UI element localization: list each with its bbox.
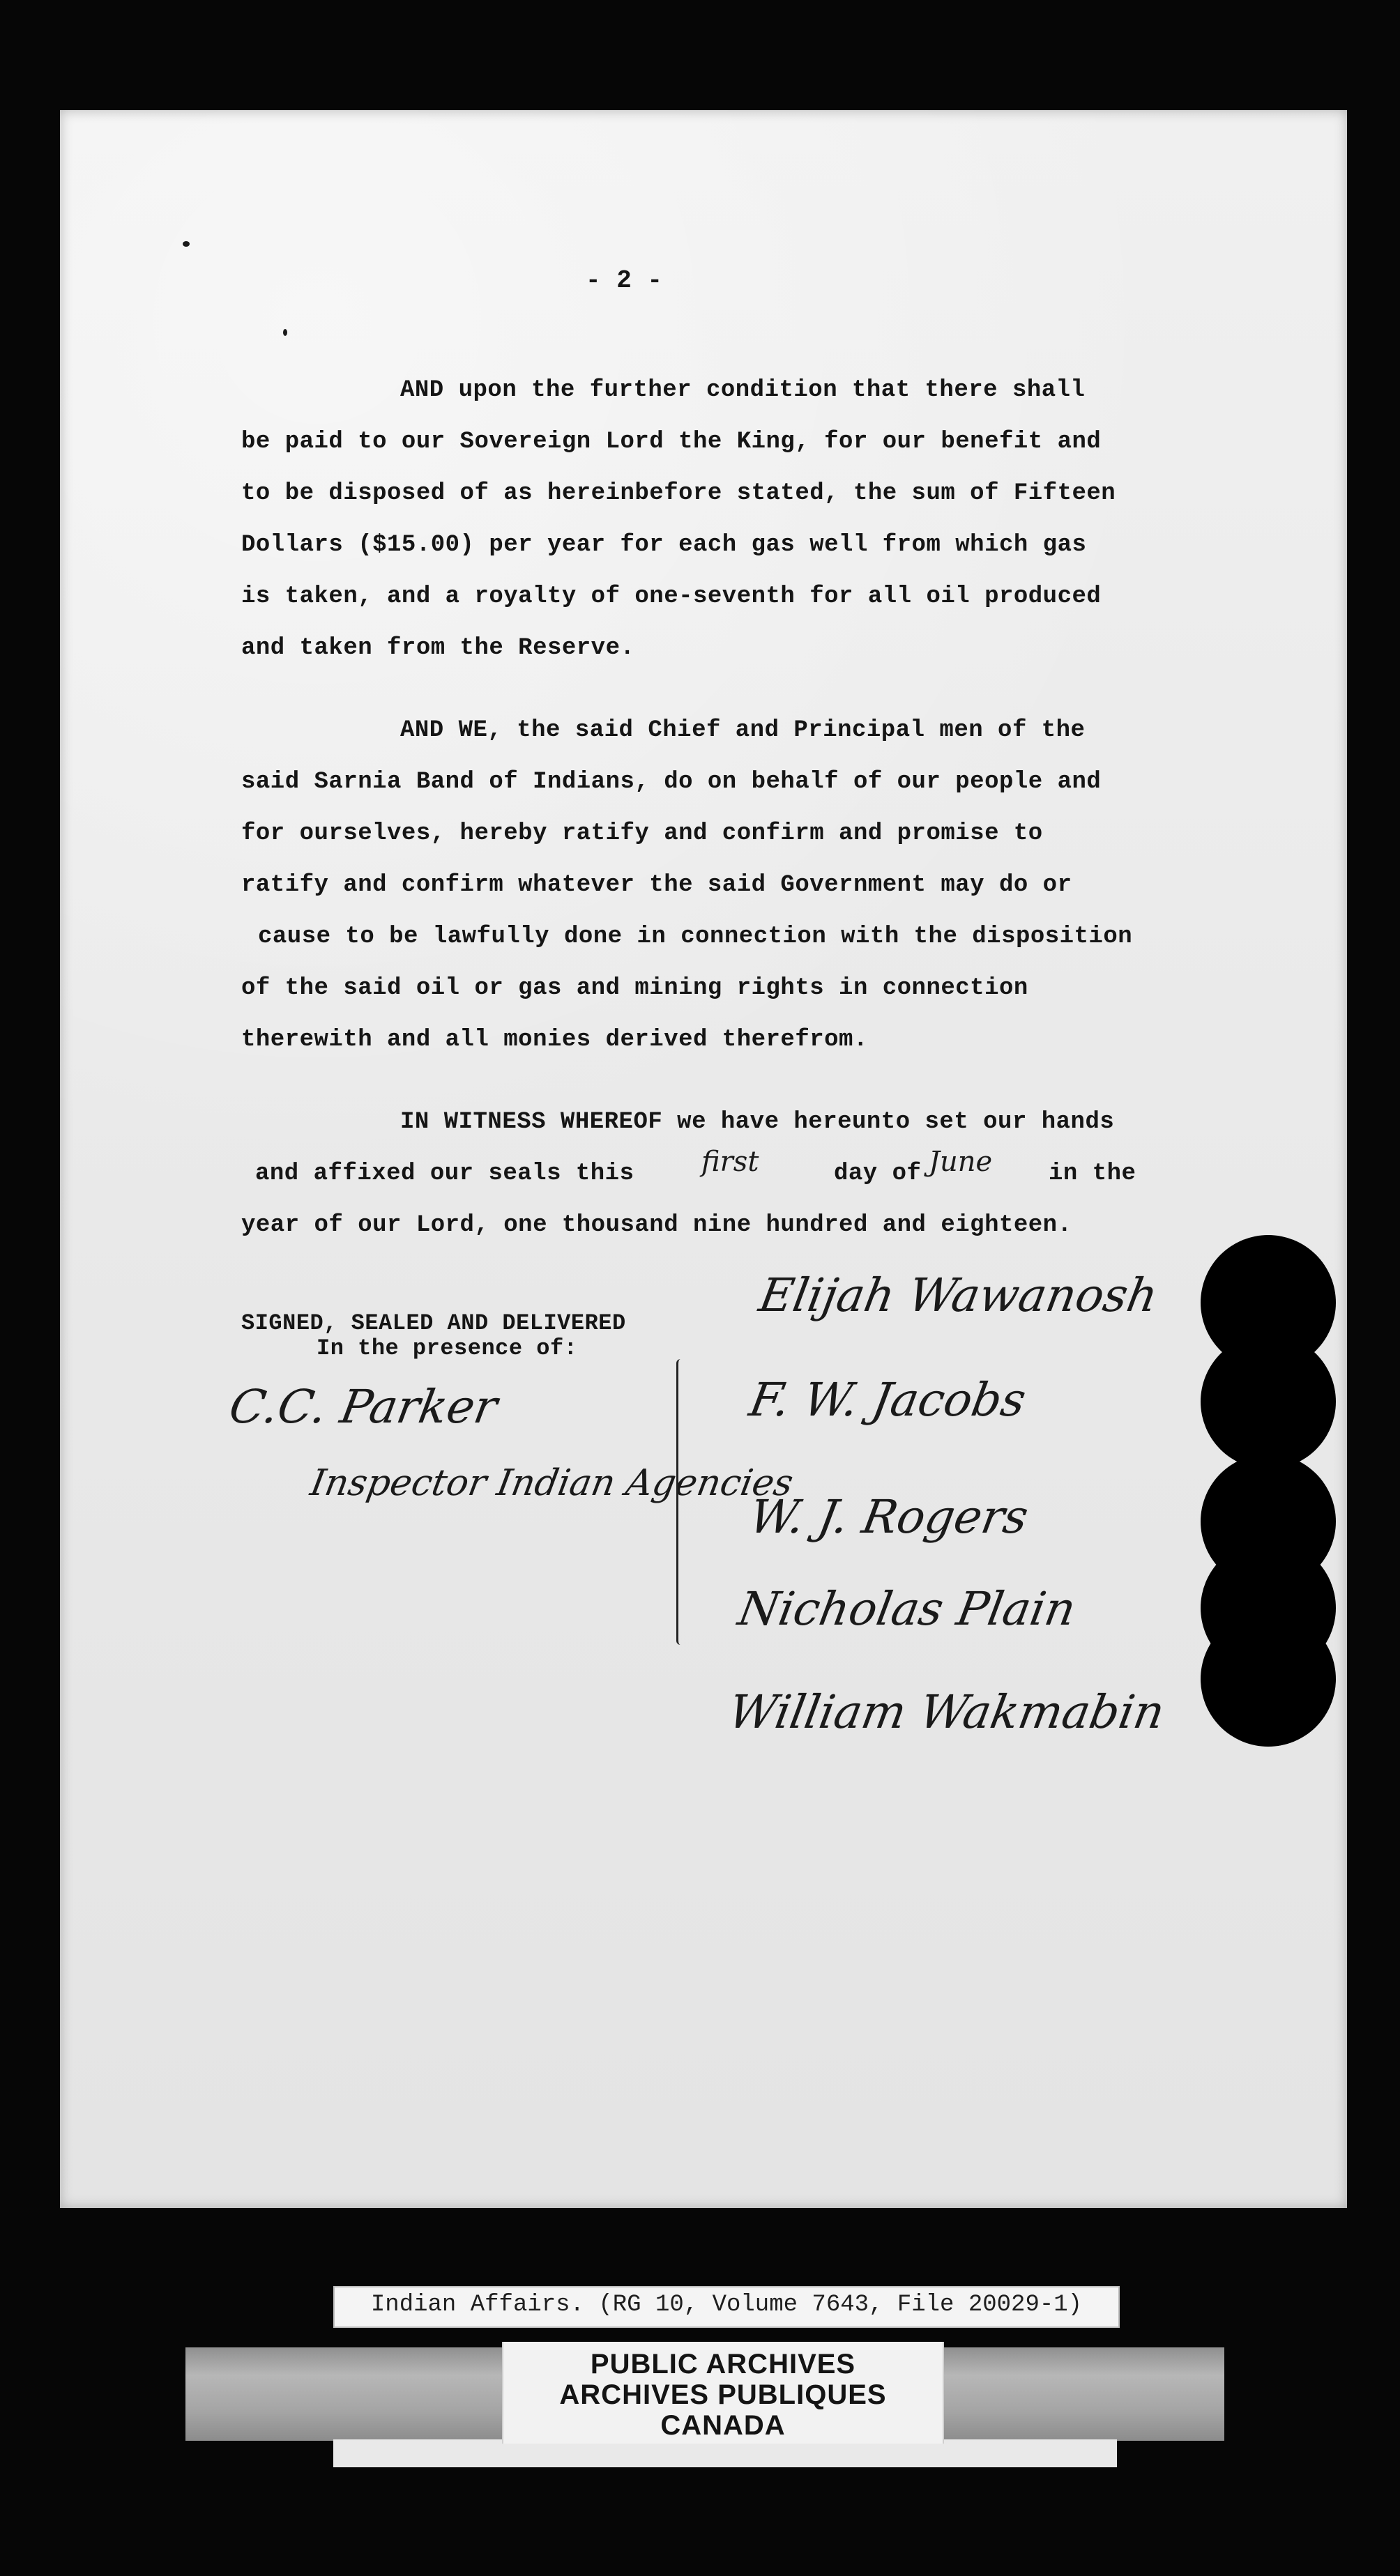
signatory-signature: William Wakmabin bbox=[724, 1685, 1169, 1739]
paragraph-line: is taken, and a royalty of one-seventh for all oil produced bbox=[241, 583, 1102, 610]
signatory-signature: Nicholas Plain bbox=[734, 1582, 1080, 1636]
paragraph-line: for ourselves, hereby ratify and confirm and promise to bbox=[241, 820, 1043, 847]
stamp-line-country: CANADA bbox=[660, 2410, 786, 2441]
archive-stamp bbox=[502, 2342, 944, 2444]
paragraph-line: Dollars ($15.00) per year for each gas well from which gas bbox=[241, 532, 1087, 558]
witness-signature: C.C. Parker bbox=[225, 1380, 501, 1434]
paragraph-line: cause to be lawfully done in connection with the disposition bbox=[258, 923, 1133, 950]
seal-circle bbox=[1201, 1611, 1336, 1747]
archive-reference-label bbox=[333, 2286, 1120, 2328]
stamp-line-french: ARCHIVES PUBLIQUES bbox=[559, 2379, 887, 2410]
paragraph-line: ratify and confirm whatever the said Government may do or bbox=[241, 872, 1072, 898]
paragraph-line: be paid to our Sovereign Lord the King, for our benefit and bbox=[241, 429, 1102, 455]
paragraph-line: in the bbox=[1049, 1160, 1136, 1187]
stamp-line-english: PUBLIC ARCHIVES bbox=[590, 2349, 856, 2379]
paragraph-line: to be disposed of as hereinbefore stated, the sum of Fifteen bbox=[241, 480, 1116, 507]
paragraph-line: and taken from the Reserve. bbox=[241, 635, 635, 661]
ink-speck bbox=[283, 329, 287, 336]
paragraph-line: of the said oil or gas and mining rights in connection bbox=[241, 975, 1028, 1002]
paragraph-line: AND upon the further condition that there shall bbox=[400, 377, 1086, 404]
paragraph-line: AND WE, the said Chief and Principal men of the bbox=[400, 717, 1086, 744]
signatory-signature: Elijah Wawanosh bbox=[755, 1268, 1162, 1322]
witness-title: Inspector Indian Agencies bbox=[307, 1462, 797, 1504]
paragraph-line: day of bbox=[834, 1160, 922, 1187]
archive-reference-text: Indian Affairs. (RG 10, Volume 7643, File 20029-1) bbox=[370, 2292, 1083, 2318]
paragraph-line: IN WITNESS WHEREOF we have hereunto set our hands bbox=[400, 1109, 1115, 1135]
archive-stamp-base bbox=[333, 2439, 1117, 2467]
signatory-signature: F. W. Jacobs bbox=[745, 1373, 1030, 1427]
handwritten-day: first bbox=[701, 1146, 759, 1178]
page-number: - 2 - bbox=[586, 266, 663, 295]
paragraph-line: and affixed our seals this bbox=[255, 1160, 634, 1187]
ink-speck bbox=[183, 241, 190, 247]
bracket-divider bbox=[676, 1359, 688, 1645]
signatory-signature: W. J. Rogers bbox=[745, 1490, 1033, 1544]
paragraph-line: said Sarnia Band of Indians, do on behalf of our people and bbox=[241, 769, 1102, 795]
seal-circle bbox=[1201, 1334, 1336, 1469]
signed-sealed-heading: SIGNED, SEALED AND DELIVERED bbox=[241, 1310, 626, 1336]
presence-heading: In the presence of: bbox=[317, 1335, 578, 1361]
handwritten-month: June bbox=[929, 1146, 993, 1178]
paragraph-line: year of our Lord, one thousand nine hundred and eighteen. bbox=[241, 1212, 1072, 1239]
paragraph-line: therewith and all monies derived therefrom. bbox=[241, 1027, 868, 1053]
